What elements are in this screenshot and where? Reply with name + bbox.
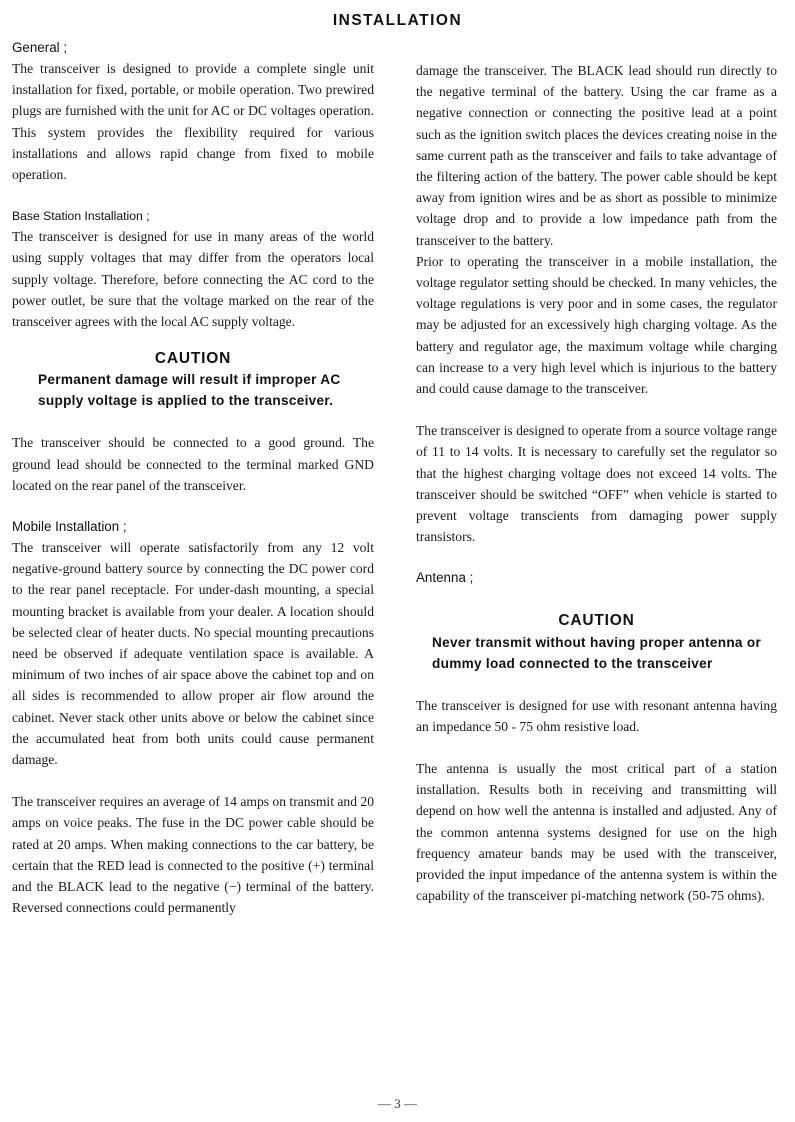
left-column bbox=[12, 38, 374, 919]
amps-paragraph: The transceiver requires an average of 14 amps on transmit and 20 amps on voice peaks. The fuse in the DC power cable should be rated at 20 amps. When making connections to the car battery, be certain that the RED lead is connected to the positive (+) terminal and the BLACK lead to the negative (−) terminal of the battery. Reversed connections could permanently bbox=[12, 794, 374, 916]
base-station-paragraph: The transceiver is designed for use in many areas of the world using supply voltages that may differ from the operators local supply voltage. Therefore, before connecting the AC cord to the power outlet, be sure that the voltage marked on the rear of the transceiver agrees with the local AC supply voltage. bbox=[12, 229, 374, 330]
antenna-station-paragraph: The antenna is usually the most critical part of a station installation. Results both in receiving and transmitting will depend on how well the antenna is installed and adjusted. Any of the common antenna systems designed for use on the high frequency amateur bands may be used with the transceiver, provided the input impedance of the antenna system is within the capability of the transceiver pi-matching network (50-75 ohms). bbox=[416, 761, 777, 904]
mobile-installation-paragraph: The transceiver will operate satisfactorily from any 12 volt negative-ground battery source by connecting the DC power cord to the rear panel receptacle. For under-dash mounting, a special mounting bracket is available from your dealer. A location should be selected clear of heater ducts. No special mounting precautions need be observed if adequate ventilation space is available. A minimum of two inches of air space above the cabinet top and on all sides is recommended to allow proper air flow around the cabinet. Never stack other units above or below the cabinet since the accumulated heat from both units could cause permanent damage. bbox=[12, 540, 374, 768]
general-paragraph: The transceiver is designed to provide a complete single unit installation for fixed, portable, or mobile operation. Two prewired plugs are furnished with the unit for AC or DC voltages operation. This system provides the flexibility required for various installations and allows rapid change from fixed to mobile operation. bbox=[12, 61, 374, 183]
page-title: INSTALLATION bbox=[332, 12, 463, 29]
page-number: — 3 — bbox=[378, 1096, 417, 1111]
right-caution-heading: CAUTION bbox=[558, 612, 635, 630]
right-column bbox=[416, 60, 777, 907]
battery-lead-paragraph: damage the transceiver. The BLACK lead should run directly to the negative terminal of the battery. Using the car frame as a negative connection or connecting the positive lead at a point such as the ignition switch places the devices creating noise in the same current path as the transceiver and fails to take advantage of the filtering action of the battery. The power cable should be kept away from ignition wires and be as short as possible to minimize voltage drop and to provide a low impedance path from the transceiver to the battery. bbox=[416, 63, 777, 248]
left-caution-text: Permanent damage will result if improper AC supply voltage is applied to the transceiver. bbox=[38, 372, 341, 409]
general-heading: General ; bbox=[12, 40, 68, 55]
mobile-installation-heading: Mobile Installation ; bbox=[12, 519, 127, 535]
antenna-heading: Antenna ; bbox=[416, 570, 474, 586]
base-station-heading: Base Station Installation ; bbox=[12, 209, 150, 224]
source-voltage-paragraph: The transceiver is designed to operate from a source voltage range of 11 to 14 volts. It is necessary to carefully set the regulator so that the highest charging voltage does not exceed 14 volts. The transceiver should be switched “OFF” when vehicle is started to prevent voltage transcients from damaging power supply transistors. bbox=[416, 423, 777, 545]
left-caution-heading: CAUTION bbox=[154, 350, 232, 368]
antenna-impedance-paragraph: The transceiver is designed for use with resonant antenna having an impedance 50 - 75 ohm resistive load. bbox=[416, 697, 777, 734]
right-caution-text: Never transmit without having proper antenna or dummy load connected to the transceiver bbox=[432, 634, 762, 671]
regulator-paragraph: Prior to operating the transceiver in a mobile installation, the voltage regulator setting should be checked. In many vehicles, the voltage regulations is very poor and in some cases, the regulator may be adjusted for an excessively high charging voltage. As the battery and regulator age, the maximum voltage while charging can increase to a very high level which is injurious to the battery and could cause damage to the transceiver. bbox=[416, 253, 777, 397]
ground-paragraph: The transceiver should be connected to a good ground. The ground lead should be connected to the terminal marked GND located on the rear panel of the transceiver. bbox=[12, 435, 374, 493]
